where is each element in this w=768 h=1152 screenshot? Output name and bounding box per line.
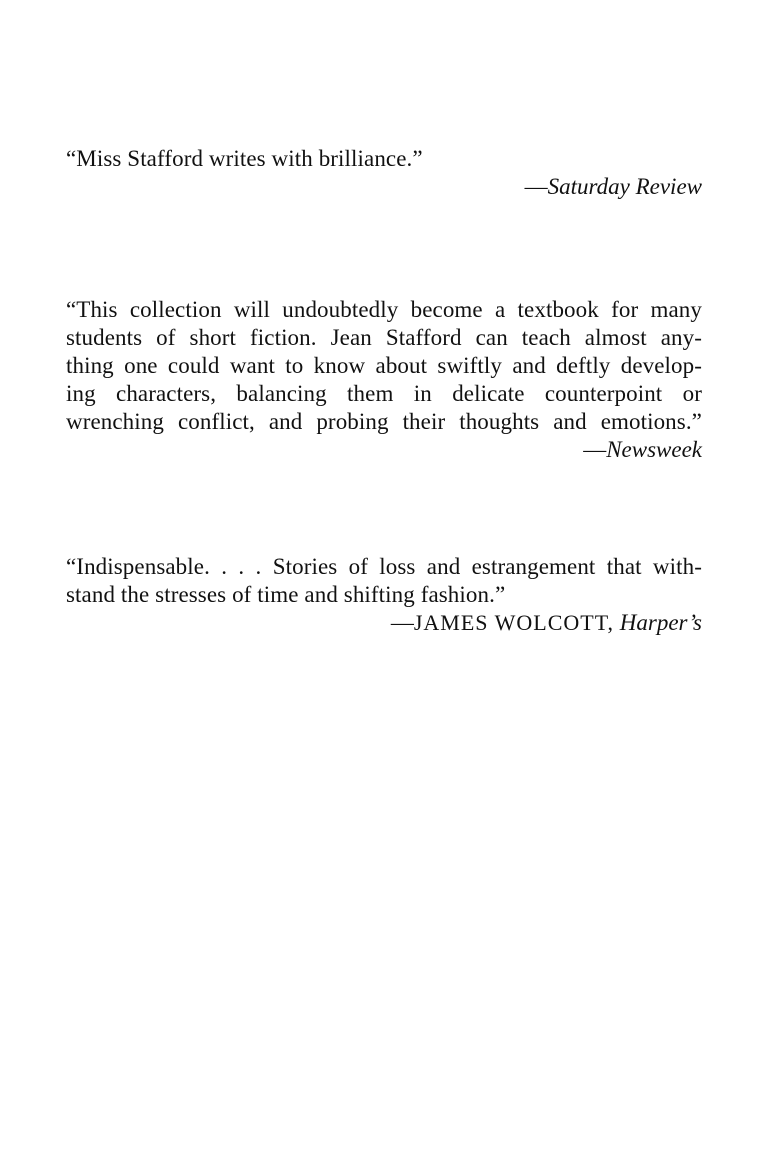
attribution-source: Harper’s [619, 610, 702, 635]
quote-line: wrenching conflict, and probing their thoughts and emotions.” [66, 409, 702, 434]
quote-line: students of short fiction. Jean Stafford can teach almost any- [66, 325, 702, 350]
blurb-harpers [66, 553, 702, 637]
attribution-dash: — [583, 437, 607, 462]
attribution-source: Newsweek [606, 437, 702, 462]
quote-line: stand the stresses of time and shifting fashion.” [66, 582, 506, 607]
blurb-saturday-review [66, 145, 702, 201]
blurb-newsweek [66, 296, 702, 464]
quote-line: thing one could want to know about swiftly and deftly develop- [66, 353, 702, 378]
attribution-author: JAMES WOLCOTT, [413, 610, 615, 635]
blurb-attribution [66, 173, 702, 201]
attribution-source: Saturday Review [547, 174, 702, 199]
quote-line: “Indispensable. . . . Stories of loss and estrangement that with- [66, 554, 702, 579]
blurb-attribution [66, 609, 702, 637]
quote-line: ing characters, balancing them in delicate counterpoint or [66, 381, 702, 406]
attribution-dash: — [390, 610, 414, 635]
blurb-attribution [66, 436, 702, 464]
blurb-quote [66, 145, 702, 173]
attribution-dash: — [524, 174, 548, 199]
quote-line: “Miss Stafford writes with brilliance.” [66, 146, 423, 171]
blurb-quote [66, 553, 702, 609]
blurb-quote [66, 296, 702, 436]
quote-line: “This collection will undoubtedly become a textbook for many [66, 297, 702, 322]
